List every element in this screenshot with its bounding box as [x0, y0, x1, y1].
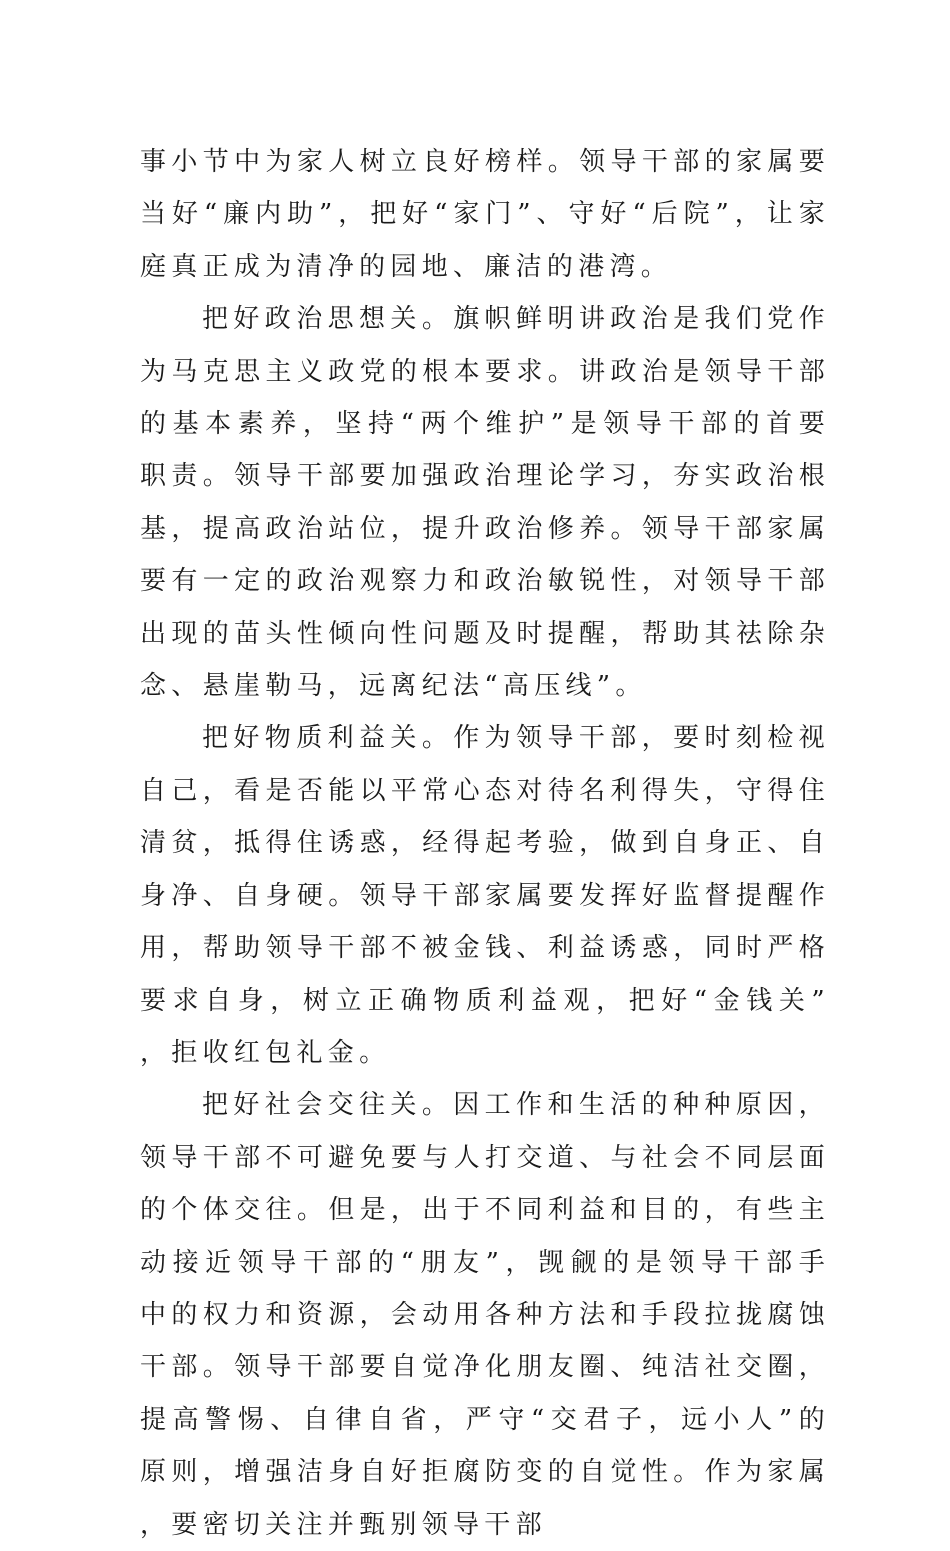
paragraph-political-thought: 把好政治思想关。旗帜鲜明讲政治是我们党作为马克思主义政党的根本要求。讲政治是领导干部的基本素养，坚持“两个维护”是领导干部的首要职责。领导干部要加强政治理论学习，夯实政治根基，提高政治站位，提升政治修养。领导干部家属要有一定的政治观察力和政治敏锐性，对领导干部出现的苗头性倾向性问题及时提醒，帮助其祛除杂念、悬崖勒马，远离纪法“高压线”。 [140, 304, 830, 702]
paragraph-social-interaction: 把好社会交往关。因工作和生活的种种原因，领导干部不可避免要与人打交道、与社会不同层面的个体交往。但是，出于不同利益和目的，有些主动接近领导干部的“朋友”，觊觎的是领导干部手中的权力和资源，会动用各种方法和手段拉拢腐蚀干部。领导干部要自觉净化朋友圈、纯洁社交圈，提高警惕、自律自省，严守“交君子，远小人”的原则，增强洁身自好拒腐防变的自觉性。作为家属，要密切关注并甄别领导干部 [140, 1090, 830, 1540]
paragraph-material-interest: 把好物质利益关。作为领导干部，要时刻检视自己，看是否能以平常心态对待名利得失，守得住清贫，抵得住诱惑，经得起考验，做到自身正、自身净、自身硬。领导干部家属要发挥好监督提醒作用，帮助领导干部不被金钱、利益诱惑，同时严格要求自身，树立正确物质利益观，把好“金钱关”，拒收红包礼金。 [140, 723, 830, 1068]
document-page [140, 136, 830, 1551]
paragraph-family-example: 事小节中为家人树立良好榜样。领导干部的家属要当好“廉内助”，把好“家门”、守好“后院”，让家庭真正成为清净的园地、廉洁的港湾。 [140, 147, 830, 282]
